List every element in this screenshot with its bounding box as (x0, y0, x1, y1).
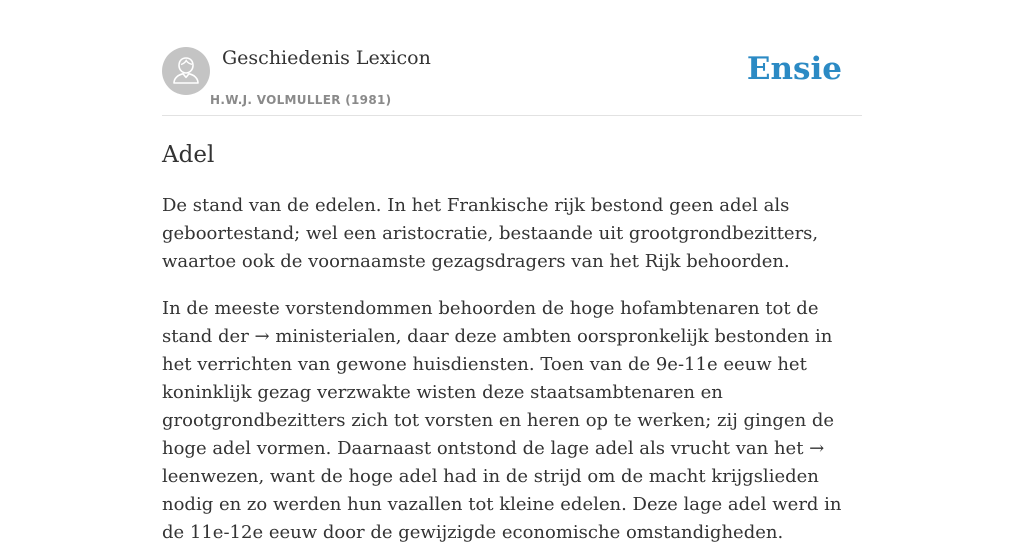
entry-header (162, 0, 862, 116)
avatar[interactable] (162, 47, 210, 95)
user-icon (162, 47, 210, 95)
entry-paragraph: De stand van de edelen. In het Frankische rijk bestond geen adel als geboortestand; wel een aristocratie, bestaande uit grootgrondbezitters, waartoe ook de voornaamste gezagsdragers van het Rijk behoorden. (162, 195, 819, 272)
source-title[interactable]: Geschiedenis Lexicon (222, 47, 431, 69)
brand-logo[interactable]: Ensie (746, 51, 842, 87)
entry-paragraph: In de meeste vorstendommen behoorden de hoge hofambtenaren tot de stand der → ministerialen, daar deze ambten oorspronkelijk bestonden in het verrichten van gewone huisdiensten. Toen van de 9e-11e eeuw het koninklijk gezag verzwakte wisten deze staatsambtenaren en grootgrondbezitters zich tot vorsten en heren op te werken; zij gingen de hoge adel vormen. Daarnaast ontstond de lage adel als vrucht van het → leenwezen, want de hoge adel had in de strijd om de macht krijgslieden nodig en zo werden hun vazallen tot kleine edelen. Deze lage adel werd in de 11e-12e eeuw door de gewijzigde economische omstandigheden. (162, 298, 842, 543)
source-author[interactable]: H.W.J. VOLMULLER (1981) (210, 93, 392, 107)
entry-title: Adel (162, 142, 215, 168)
entry-page (162, 0, 862, 543)
